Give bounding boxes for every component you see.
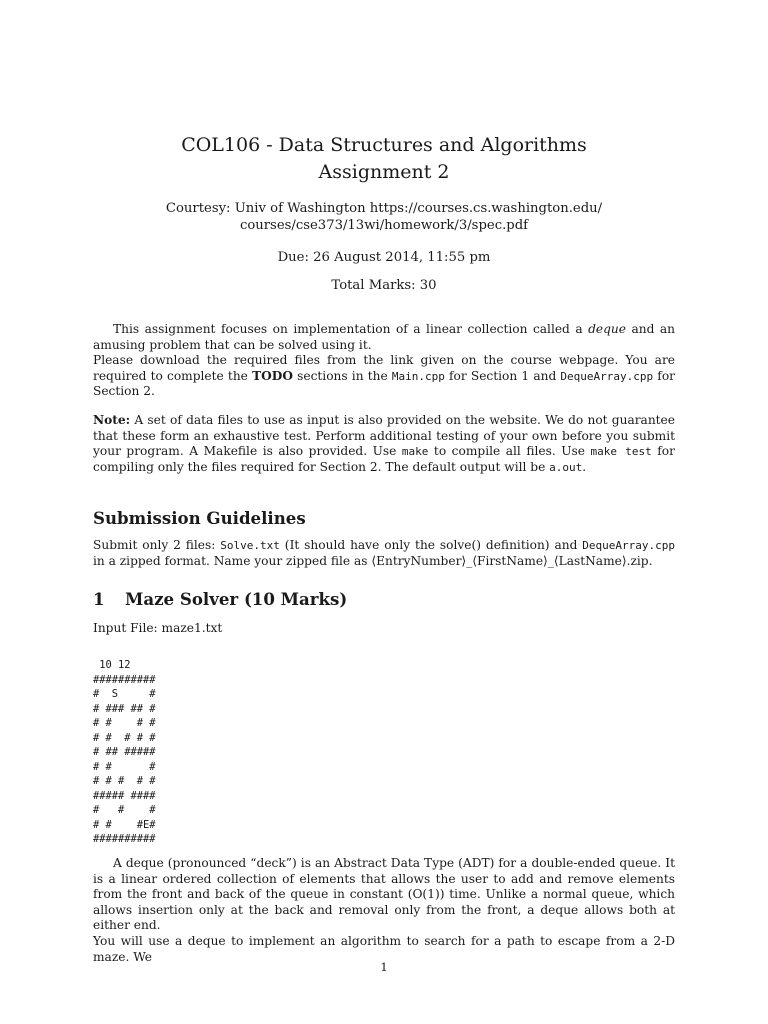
deque-description [93,856,675,965]
main-cpp-filename: Main.cpp [391,369,445,383]
deque-paragraph: A deque (pronounced “deck”) is an Abstract Data Type (ADT) for a double-ended queue. It is a linear ordered collection of elements that allows the user to add and remove elements from the front and back of the queue in constant (O(1)) time. Unlike a normal queue, which allows insertion only at the back and removal only from the front, a deque allows both at either end. [93,856,675,933]
intro-paragraph: This assignment focuses on implementation of a linear collection called a deque and an amusing problem that can be solved using it. Please download the required files from the link given on the course webpage. You are required to complete the TODO sections in the Main.cpp for Section 1 and DequeArray.cpp for Section 2. [93,322,676,399]
total-marks: Total Marks: 30 [331,278,437,293]
submission-heading: Submission Guidelines [93,508,306,528]
page-number: 1 [380,960,388,974]
courtesy-note [0,200,768,234]
assignment-title: Assignment 2 [318,161,450,183]
input-file-label: Input File: maze1.txt [93,621,223,635]
solve-txt-filename: Solve.txt [220,539,280,552]
section-number: 1 [93,589,105,609]
maze-listing: 10 12 ########## # S # # ### ## # # # # # # # # # # # ## ##### # # # # # # # # ##### #### # # # # # #E# ########## [93,659,156,845]
todo-keyword: TODO [252,368,293,383]
deque-emphasis: deque [588,322,626,336]
due-date: Due: 26 August 2014, 11:55 pm [277,250,491,265]
dequearray-filename: DequeArray.cpp [582,539,675,552]
note-label: Note: [93,413,131,427]
make-command: make [401,445,429,459]
dequearray-cpp-filename: DequeArray.cpp [560,369,654,383]
course-title: COL106 - Data Structures and Algorithms [181,134,587,156]
section-1-heading [93,589,347,609]
aout-filename: a.out [549,460,583,474]
maze-paragraph: You will use a deque to implement an algorithm to search for a path to escape from a 2-D maze. We [93,933,675,964]
courtesy-line-1: Courtesy: Univ of Washington https://courses.cs.washington.edu/ [165,201,603,216]
document-title [0,132,768,186]
note-paragraph: Note: A set of data files to use as input is also provided on the website. We do not guarantee that these form an exhaustive test. Perform additional testing of your own before you submit your program. A Makefile is also provided. Use make to compile all files. Use make test for compiling only the files required for Section 2. The default output will be a.out. [93,413,675,474]
courtesy-line-2: courses/cse373/13wi/homework/3/spec.pdf [239,218,529,233]
make-test-command: make test [590,445,652,459]
section-title: Maze Solver (10 Marks) [125,589,348,609]
submission-paragraph: Submit only 2 files: Solve.txt (It should have only the solve() definition) and DequeArray.cpp in a zipped format. Name your zipped file as ⟨EntryNumber⟩_⟨FirstName⟩_⟨LastName⟩.zip. [93,538,675,568]
